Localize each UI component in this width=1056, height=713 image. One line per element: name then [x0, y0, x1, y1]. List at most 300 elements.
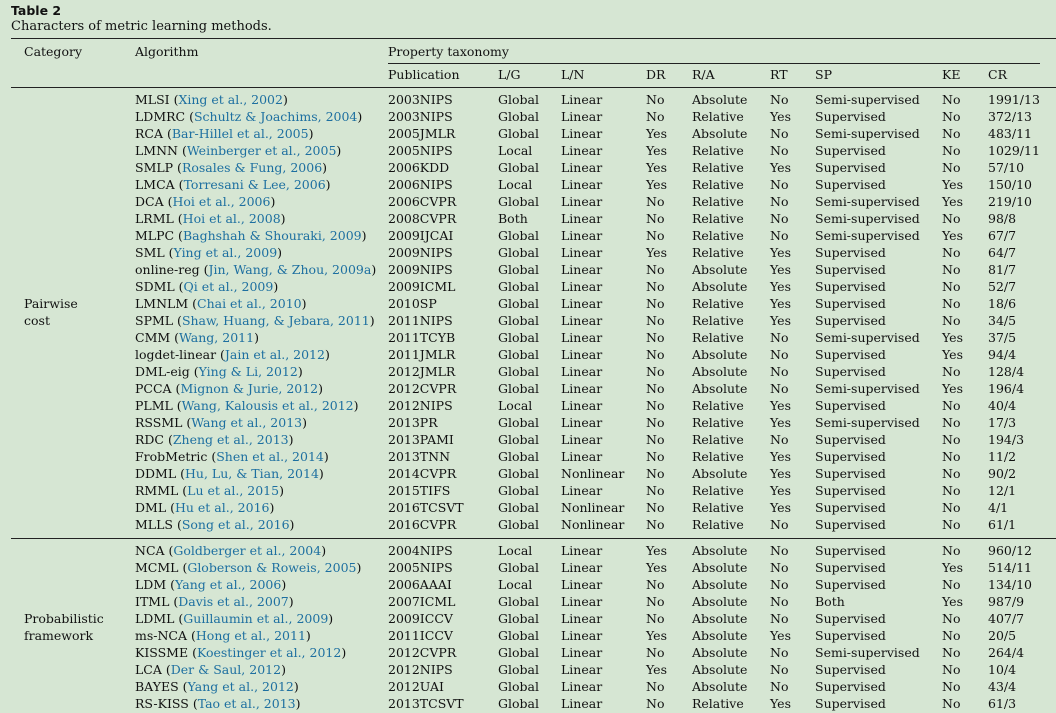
table-row: [0, 482, 1056, 499]
header-col-publication: Publication: [388, 67, 460, 82]
cell-lg: Global: [498, 517, 539, 532]
cell-algorithm: DDML (Hu, Lu, & Tian, 2014): [135, 466, 324, 481]
cell-sp: Supervised: [815, 543, 886, 558]
cell-ra: Relative: [692, 415, 744, 430]
table-row: [0, 380, 1056, 397]
algorithm-name: SPML: [135, 313, 174, 328]
table-row: [0, 465, 1056, 482]
cell-rt: No: [770, 381, 789, 396]
cell-publication: 2006AAAI: [388, 577, 452, 592]
cell-algorithm: RSSML (Wang et al., 2013): [135, 415, 307, 430]
cell-ke: No: [942, 645, 961, 660]
cell-lg: Global: [498, 109, 539, 124]
cell-cr: 1991/13: [988, 92, 1040, 107]
cell-sp: Supervised: [815, 177, 886, 192]
cell-ln: Linear: [561, 245, 603, 260]
citation-link[interactable]: Ying & Li, 2012: [198, 364, 298, 379]
cell-ke: No: [942, 398, 961, 413]
table-row: [0, 695, 1056, 712]
cell-cr: 264/4: [988, 645, 1025, 660]
cell-ra: Absolute: [692, 364, 748, 379]
cell-ln: Linear: [561, 662, 603, 677]
cell-sp: Supervised: [815, 296, 886, 311]
cell-ke: No: [942, 517, 961, 532]
cell-publication: 2010SP: [388, 296, 437, 311]
citation-link[interactable]: Torresani & Lee, 2006: [183, 177, 326, 192]
cell-ln: Linear: [561, 92, 603, 107]
cell-lg: Global: [498, 126, 539, 141]
cell-cr: 57/10: [988, 160, 1025, 175]
algorithm-name: RDC: [135, 432, 164, 447]
table-row: [0, 278, 1056, 295]
citation-link[interactable]: Yang et al., 2012: [187, 679, 294, 694]
cell-ra: Absolute: [692, 92, 748, 107]
cell-ra: Relative: [692, 432, 744, 447]
cell-algorithm: LRML (Hoi et al., 2008): [135, 211, 286, 226]
cell-algorithm: MCML (Globerson & Roweis, 2005): [135, 560, 362, 575]
citation-link[interactable]: Der & Saul, 2012: [170, 662, 282, 677]
cell-dr: No: [646, 330, 665, 345]
citation-link[interactable]: Wang, Kalousis et al., 2012: [181, 398, 354, 413]
algorithm-name: PLML: [135, 398, 173, 413]
cell-publication: 2012NIPS: [388, 662, 453, 677]
cell-ke: No: [942, 679, 961, 694]
algorithm-name: DML: [135, 500, 167, 515]
citation-link[interactable]: Lu et al., 2015: [187, 483, 280, 498]
cell-ln: Linear: [561, 194, 603, 209]
citation-link[interactable]: Weinberger et al., 2005: [186, 143, 337, 158]
citation-link[interactable]: Rosales & Fung, 2006: [181, 160, 323, 175]
cell-ra: Absolute: [692, 279, 748, 294]
algorithm-name: DCA: [135, 194, 164, 209]
cell-dr: No: [646, 194, 665, 209]
header-property-taxonomy: Property taxonomy: [388, 44, 509, 59]
cell-ke: Yes: [942, 228, 963, 243]
cell-ra: Relative: [692, 160, 744, 175]
cell-ke: No: [942, 628, 961, 643]
algorithm-name: FrobMetric: [135, 449, 208, 464]
cell-publication: 2013PAMI: [388, 432, 454, 447]
citation-link[interactable]: Bar-Hillel et al., 2005: [171, 126, 309, 141]
cell-sp: Semi-supervised: [815, 211, 920, 226]
citation-link[interactable]: Hoi et al., 2008: [182, 211, 281, 226]
citation-link[interactable]: Xing et al., 2002: [178, 92, 283, 107]
cell-ra: Relative: [692, 449, 744, 464]
cell-ke: No: [942, 696, 961, 711]
table-row: [0, 661, 1056, 678]
cell-cr: 1029/11: [988, 143, 1040, 158]
cell-ke: No: [942, 245, 961, 260]
algorithm-name: DML-eig: [135, 364, 190, 379]
cell-dr: Yes: [646, 126, 667, 141]
cell-ke: No: [942, 662, 961, 677]
table-row: [0, 448, 1056, 465]
cell-lg: Both: [498, 211, 528, 226]
cell-ke: Yes: [942, 560, 963, 575]
cell-publication: 2013TNN: [388, 449, 451, 464]
algorithm-name: NCA: [135, 543, 165, 558]
cell-publication: 2003NIPS: [388, 92, 453, 107]
algorithm-name: MCML: [135, 560, 179, 575]
cell-ln: Linear: [561, 415, 603, 430]
cell-rt: Yes: [770, 628, 791, 643]
cell-ra: Absolute: [692, 543, 748, 558]
cell-publication: 2007ICML: [388, 594, 456, 609]
cell-cr: 40/4: [988, 398, 1017, 413]
cell-rt: Yes: [770, 262, 791, 277]
cell-ln: Linear: [561, 560, 603, 575]
cell-ra: Absolute: [692, 577, 748, 592]
cell-sp: Supervised: [815, 483, 886, 498]
table-row: [0, 244, 1056, 261]
cell-sp: Supervised: [815, 432, 886, 447]
cell-publication: 2014CVPR: [388, 466, 457, 481]
table-row: [0, 414, 1056, 431]
algorithm-name: BAYES: [135, 679, 179, 694]
cell-ra: Absolute: [692, 611, 748, 626]
algorithm-name: SML: [135, 245, 165, 260]
cell-ln: Linear: [561, 211, 603, 226]
cell-publication: 2011NIPS: [388, 313, 453, 328]
algorithm-name: LMNN: [135, 143, 178, 158]
cell-ln: Nonlinear: [561, 466, 625, 481]
category-line: cost: [24, 313, 50, 328]
citation-link[interactable]: Hoi et al., 2006: [172, 194, 271, 209]
algorithm-name: PCCA: [135, 381, 172, 396]
citation-link[interactable]: Shen et al., 2014: [216, 449, 324, 464]
citation-link[interactable]: Hu, Lu, & Tian, 2014: [185, 466, 319, 481]
header-col-rt: RT: [770, 67, 788, 82]
cell-dr: Yes: [646, 177, 667, 192]
cell-sp: Supervised: [815, 466, 886, 481]
cell-rt: Yes: [770, 415, 791, 430]
cell-publication: 2012NIPS: [388, 398, 453, 413]
cell-algorithm: MLSI (Xing et al., 2002): [135, 92, 288, 107]
cell-ra: Relative: [692, 517, 744, 532]
cell-rt: No: [770, 577, 789, 592]
cell-rt: Yes: [770, 466, 791, 481]
table-row: [0, 329, 1056, 346]
citation-link[interactable]: Hu et al., 2016: [174, 500, 270, 515]
cell-ra: Relative: [692, 194, 744, 209]
cell-cr: 94/4: [988, 347, 1017, 362]
cell-algorithm: MLLS (Song et al., 2016): [135, 517, 295, 532]
cell-rt: No: [770, 560, 789, 575]
table-row: [0, 261, 1056, 278]
algorithm-name: LDMRC: [135, 109, 186, 124]
cell-ln: Linear: [561, 594, 603, 609]
table-row: [0, 159, 1056, 176]
cell-ra: Absolute: [692, 560, 748, 575]
cell-lg: Local: [498, 177, 533, 192]
cell-sp: Supervised: [815, 160, 886, 175]
cell-sp: Semi-supervised: [815, 381, 920, 396]
cell-cr: 960/12: [988, 543, 1032, 558]
table-row: [0, 91, 1056, 108]
citation-link[interactable]: Koestinger et al., 2012: [196, 645, 342, 660]
cell-publication: 2009ICML: [388, 279, 456, 294]
cell-ke: No: [942, 364, 961, 379]
cell-ke: No: [942, 92, 961, 107]
cell-sp: Supervised: [815, 662, 886, 677]
citation-link[interactable]: Mignon & Jurie, 2012: [180, 381, 319, 396]
cell-ke: No: [942, 143, 961, 158]
cell-rt: Yes: [770, 696, 791, 711]
citation-link[interactable]: Song et al., 2016: [181, 517, 290, 532]
cell-publication: 2011ICCV: [388, 628, 453, 643]
cell-rt: No: [770, 211, 789, 226]
cell-algorithm: DCA (Hoi et al., 2006): [135, 194, 276, 209]
citation-link[interactable]: Wang et al., 2013: [191, 415, 303, 430]
cell-dr: No: [646, 296, 665, 311]
cell-sp: Supervised: [815, 679, 886, 694]
cell-ke: Yes: [942, 177, 963, 192]
cell-algorithm: FrobMetric (Shen et al., 2014): [135, 449, 329, 464]
citation-link[interactable]: Jain et al., 2012: [224, 347, 325, 362]
cell-ln: Linear: [561, 177, 603, 192]
cell-publication: 2005JMLR: [388, 126, 456, 141]
cell-algorithm: ITML (Davis et al., 2007): [135, 594, 294, 609]
cell-ra: Absolute: [692, 126, 748, 141]
citation-link[interactable]: Davis et al., 2007: [178, 594, 289, 609]
citation-link[interactable]: Schultz & Joachims, 2004: [193, 109, 358, 124]
cell-dr: Yes: [646, 245, 667, 260]
cell-algorithm: CMM (Wang, 2011): [135, 330, 259, 345]
cell-sp: Supervised: [815, 245, 886, 260]
cell-ln: Linear: [561, 679, 603, 694]
cell-lg: Global: [498, 381, 539, 396]
cell-lg: Local: [498, 398, 533, 413]
cell-ra: Relative: [692, 143, 744, 158]
cell-cr: 98/8: [988, 211, 1017, 226]
cell-publication: 2006CVPR: [388, 194, 457, 209]
algorithm-name: online-reg: [135, 262, 200, 277]
cell-ln: Linear: [561, 696, 603, 711]
citation-link[interactable]: Baghshah & Shouraki, 2009: [182, 228, 362, 243]
citation-link[interactable]: Globerson & Roweis, 2005: [187, 560, 357, 575]
cell-algorithm: RMML (Lu et al., 2015): [135, 483, 284, 498]
cell-ke: Yes: [942, 347, 963, 362]
algorithm-name: LCA: [135, 662, 162, 677]
algorithm-name: RCA: [135, 126, 164, 141]
cell-cr: 37/5: [988, 330, 1017, 345]
cell-ln: Linear: [561, 364, 603, 379]
cell-rt: No: [770, 662, 789, 677]
cell-ra: Absolute: [692, 347, 748, 362]
table-caption: [11, 3, 272, 35]
cell-algorithm: SML (Ying et al., 2009): [135, 245, 283, 260]
header-rule: [11, 87, 1056, 88]
cell-ra: Absolute: [692, 645, 748, 660]
cell-dr: No: [646, 611, 665, 626]
cell-publication: 2012JMLR: [388, 364, 456, 379]
cell-cr: 61/3: [988, 696, 1017, 711]
citation-link[interactable]: Ying et al., 2009: [173, 245, 278, 260]
cell-rt: No: [770, 330, 789, 345]
cell-sp: Semi-supervised: [815, 645, 920, 660]
cell-ra: Absolute: [692, 662, 748, 677]
cell-ln: Linear: [561, 628, 603, 643]
cell-publication: 2004NIPS: [388, 543, 453, 558]
cell-publication: 2009NIPS: [388, 245, 453, 260]
cell-ra: Absolute: [692, 466, 748, 481]
cell-rt: Yes: [770, 500, 791, 515]
cell-lg: Global: [498, 645, 539, 660]
cell-publication: 2015TIFS: [388, 483, 451, 498]
category-line: framework: [24, 628, 94, 643]
cell-algorithm: LDML (Guillaumin et al., 2009): [135, 611, 334, 626]
cell-ln: Linear: [561, 611, 603, 626]
cell-rt: Yes: [770, 449, 791, 464]
cell-ln: Linear: [561, 126, 603, 141]
cell-ra: Absolute: [692, 381, 748, 396]
cell-sp: Semi-supervised: [815, 92, 920, 107]
cell-rt: Yes: [770, 279, 791, 294]
cell-publication: 2003NIPS: [388, 109, 453, 124]
cell-cr: 64/7: [988, 245, 1017, 260]
cell-algorithm: NCA (Goldberger et al., 2004): [135, 543, 327, 558]
cell-dr: Yes: [646, 543, 667, 558]
cell-cr: 43/4: [988, 679, 1017, 694]
cell-sp: Supervised: [815, 347, 886, 362]
citation-link[interactable]: Guillaumin et al., 2009: [183, 611, 329, 626]
cell-algorithm: BAYES (Yang et al., 2012): [135, 679, 299, 694]
algorithm-name: MLPC: [135, 228, 175, 243]
cell-publication: 2005NIPS: [388, 560, 453, 575]
cell-publication: 2016CVPR: [388, 517, 457, 532]
cell-dr: No: [646, 594, 665, 609]
algorithm-name: RS-KISS: [135, 696, 189, 711]
cell-sp: Semi-supervised: [815, 126, 920, 141]
table-row: [0, 627, 1056, 644]
table-row: [0, 295, 1056, 312]
algorithm-name: LDM: [135, 577, 167, 592]
cell-cr: 90/2: [988, 466, 1017, 481]
cell-sp: Supervised: [815, 398, 886, 413]
cell-lg: Global: [498, 194, 539, 209]
citation-link[interactable]: Hong et al., 2011: [195, 628, 306, 643]
cell-lg: Global: [498, 560, 539, 575]
cell-dr: Yes: [646, 662, 667, 677]
cell-sp: Supervised: [815, 449, 886, 464]
citation-link[interactable]: Tao et al., 2013: [197, 696, 296, 711]
citation-link[interactable]: Yang et al., 2006: [174, 577, 282, 592]
cell-rt: No: [770, 228, 789, 243]
cell-dr: No: [646, 228, 665, 243]
table-title: Characters of metric learning methods.: [11, 19, 272, 34]
cell-algorithm: logdet-linear (Jain et al., 2012): [135, 347, 330, 362]
cell-dr: No: [646, 500, 665, 515]
cell-dr: No: [646, 432, 665, 447]
cell-dr: No: [646, 415, 665, 430]
cell-cr: 150/10: [988, 177, 1032, 192]
cell-sp: Supervised: [815, 611, 886, 626]
citation-link[interactable]: Goldberger et al., 2004: [173, 543, 322, 558]
citation-link[interactable]: Wang, 2011: [179, 330, 255, 345]
cell-ln: Linear: [561, 262, 603, 277]
top-rule: [11, 38, 1056, 39]
cell-sp: Supervised: [815, 696, 886, 711]
cell-sp: Supervised: [815, 628, 886, 643]
cell-ke: No: [942, 313, 961, 328]
cell-ke: No: [942, 500, 961, 515]
cell-algorithm: DML-eig (Ying & Li, 2012): [135, 364, 303, 379]
cell-ke: No: [942, 483, 961, 498]
cell-ln: Nonlinear: [561, 517, 625, 532]
cell-rt: No: [770, 645, 789, 660]
table-row: [0, 576, 1056, 593]
cell-publication: 2016TCSVT: [388, 500, 464, 515]
algorithm-name: RSSML: [135, 415, 183, 430]
citation-link[interactable]: Qi et al., 2009: [183, 279, 274, 294]
algorithm-name: KISSME: [135, 645, 189, 660]
table-row: [0, 312, 1056, 329]
cell-ln: Linear: [561, 543, 603, 558]
cell-ra: Relative: [692, 177, 744, 192]
cell-dr: No: [646, 679, 665, 694]
cell-lg: Global: [498, 347, 539, 362]
cell-publication: 2006KDD: [388, 160, 450, 175]
cell-dr: Yes: [646, 628, 667, 643]
cell-lg: Global: [498, 245, 539, 260]
cell-algorithm: PCCA (Mignon & Jurie, 2012): [135, 381, 324, 396]
cell-publication: 2011TCYB: [388, 330, 456, 345]
cell-cr: 196/4: [988, 381, 1025, 396]
cell-rt: No: [770, 177, 789, 192]
cell-ra: Relative: [692, 245, 744, 260]
cell-rt: No: [770, 143, 789, 158]
cell-publication: 2013PR: [388, 415, 438, 430]
cell-cr: 52/7: [988, 279, 1017, 294]
cell-cr: 12/1: [988, 483, 1017, 498]
cell-algorithm: RCA (Bar-Hillel et al., 2005): [135, 126, 314, 141]
table-row: [0, 678, 1056, 695]
citation-link[interactable]: Jin, Wang, & Zhou, 2009a: [208, 262, 372, 277]
header-col-ln: L/N: [561, 67, 585, 82]
cell-ln: Linear: [561, 449, 603, 464]
header-algorithm: Algorithm: [135, 44, 199, 59]
cell-ln: Linear: [561, 645, 603, 660]
cell-sp: Supervised: [815, 560, 886, 575]
cell-algorithm: LDMRC (Schultz & Joachims, 2004): [135, 109, 363, 124]
cell-dr: No: [646, 466, 665, 481]
cell-algorithm: LMNN (Weinberger et al., 2005): [135, 143, 342, 158]
header-col-ra: R/A: [692, 67, 715, 82]
cell-rt: No: [770, 611, 789, 626]
cell-cr: 219/10: [988, 194, 1032, 209]
cell-dr: No: [646, 696, 665, 711]
table-row: [0, 431, 1056, 448]
citation-link[interactable]: Zheng et al., 2013: [172, 432, 289, 447]
cell-ln: Linear: [561, 279, 603, 294]
cell-dr: No: [646, 517, 665, 532]
cell-publication: 2006NIPS: [388, 177, 453, 192]
algorithm-name: SDML: [135, 279, 175, 294]
cell-algorithm: RDC (Zheng et al., 2013): [135, 432, 294, 447]
cell-sp: Semi-supervised: [815, 194, 920, 209]
cell-ke: Yes: [942, 381, 963, 396]
cell-sp: Both: [815, 594, 845, 609]
cell-dr: Yes: [646, 160, 667, 175]
cell-rt: No: [770, 543, 789, 558]
cell-sp: Supervised: [815, 517, 886, 532]
citation-link[interactable]: Chai et al., 2010: [197, 296, 302, 311]
cell-lg: Global: [498, 92, 539, 107]
citation-link[interactable]: Shaw, Huang, & Jebara, 2011: [181, 313, 370, 328]
table-row: [0, 346, 1056, 363]
cell-ke: No: [942, 466, 961, 481]
cell-dr: No: [646, 109, 665, 124]
